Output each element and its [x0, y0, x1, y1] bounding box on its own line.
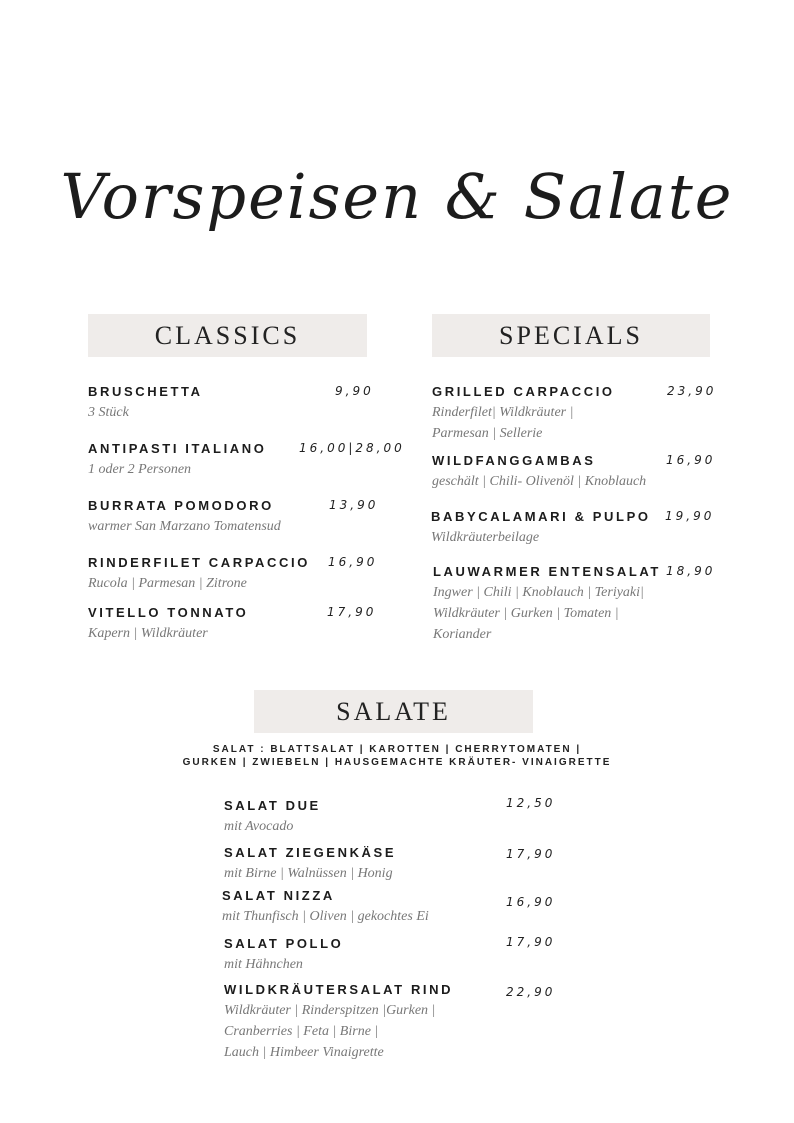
salate-banner [254, 690, 533, 733]
desc-line: Cranberries | Feta | Birne | [224, 1024, 379, 1039]
item-price: 17,90 [506, 847, 556, 861]
item-price: 13,90 [329, 498, 379, 512]
item-price: 12,50 [506, 796, 556, 810]
item-name: SALAT ZIEGENKÄSE [224, 845, 397, 860]
desc-line: Wildkräuterbeilage [431, 530, 540, 545]
item-price: 19,90 [665, 509, 715, 523]
item-description: 1 oder 2 Personen [88, 462, 192, 477]
item-description [222, 906, 429, 927]
item-price: 16,90 [328, 555, 378, 569]
classics-banner [88, 314, 367, 357]
item-name: SALAT NIZZA [222, 888, 335, 903]
salate-subtitle-line-1: SALAT : BLATTSALAT | KAROTTEN | CHERRYTOMATEN | [212, 744, 582, 755]
item-description [224, 954, 303, 975]
item-price: 16,90 [666, 453, 716, 467]
desc-line: Ingwer | Chili | Knoblauch | Teriyaki| [433, 585, 644, 600]
item-name: SALAT DUE [224, 798, 321, 813]
item-description [431, 527, 539, 548]
item-description: warmer San Marzano Tomatensud [88, 519, 281, 534]
item-description [432, 471, 646, 492]
item-price: 17,90 [327, 605, 377, 619]
item-name: WILDFANGGAMBAS [432, 453, 596, 468]
specials-heading: SPECIALS [499, 321, 643, 350]
item-name: BURRATA POMODORO [88, 498, 274, 513]
item-name: SALAT POLLO [224, 936, 344, 951]
item-price: 23,90 [667, 384, 717, 398]
desc-line: mit Hähnchen [224, 957, 303, 972]
desc-line: Wildkräuter | Rinderspitzen |Gurken | [224, 1003, 436, 1018]
desc-line: mit Birne | Walnüssen | Honig [224, 866, 393, 881]
salate-heading: SALATE [336, 697, 451, 726]
item-price: 9,90 [335, 384, 374, 398]
item-name: BRUSCHETTA [88, 384, 203, 399]
item-price: 17,90 [506, 935, 556, 949]
item-description: Rucola | Parmesan | Zitrone [88, 576, 247, 591]
classics-heading: CLASSICS [154, 321, 301, 350]
item-description [433, 582, 644, 645]
desc-line: Wildkräuter | Gurken | Tomaten | [433, 606, 619, 621]
desc-line: Lauch | Himbeer Vinaigrette [224, 1045, 384, 1060]
item-description [224, 863, 393, 884]
item-name: RINDERFILET CARPACCIO [88, 555, 310, 570]
item-name: GRILLED CARPACCIO [432, 384, 615, 399]
item-name: LAUWARMER ENTENSALAT [433, 564, 661, 579]
item-price: 18,90 [666, 564, 716, 578]
desc-line: mit Avocado [224, 819, 294, 834]
desc-line: Parmesan | Sellerie [432, 426, 543, 441]
item-description: 3 Stück [88, 405, 129, 420]
item-name: BABYCALAMARI & PULPO [431, 509, 651, 524]
item-name: WILDKRÄUTERSALAT RIND [224, 982, 454, 997]
item-description [224, 1000, 435, 1063]
item-name: ANTIPASTI ITALIANO [88, 441, 267, 456]
item-description [432, 402, 573, 444]
item-description [224, 816, 293, 837]
specials-banner [432, 314, 710, 357]
salate-subtitle-line-2: GURKEN | ZWIEBELN | HAUSGEMACHTE KRÄUTER- VINAIGRETTE [182, 757, 612, 768]
page-title: Vorspeisen & Salate [60, 160, 734, 233]
item-description: Kapern | Wildkräuter [88, 626, 208, 641]
item-price: 22,90 [506, 985, 556, 999]
desc-line: Koriander [433, 627, 492, 642]
item-price: 16,00|28,00 [299, 441, 405, 455]
desc-line: mit Thunfisch | Oliven | gekochtes Ei [222, 909, 429, 924]
desc-line: Rinderfilet| Wildkräuter | [432, 405, 574, 420]
item-name: VITELLO TONNATO [88, 605, 249, 620]
desc-line: geschält | Chili- Olivenöl | Knoblauch [432, 474, 647, 489]
item-price: 16,90 [506, 895, 556, 909]
